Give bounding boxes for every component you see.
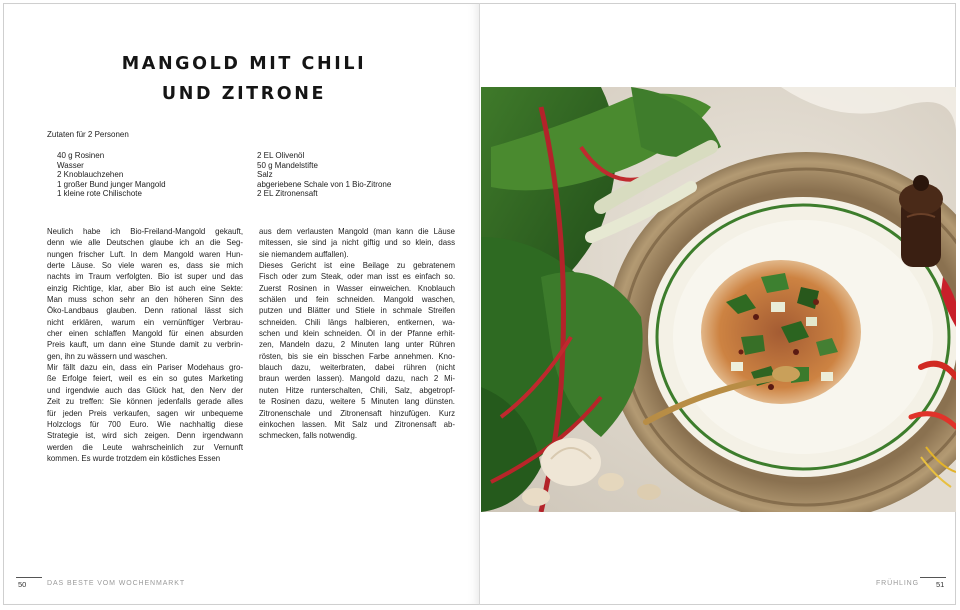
- ingredient-item: 2 EL Zitronensaft: [257, 189, 318, 199]
- body-text-line: Man muss schon sehr an den höheren Sinn des: [47, 295, 243, 305]
- body-text-line: zen, Mandeln dazu, 2 Minuten lang unter Rühren: [259, 340, 455, 350]
- dish-photo: [481, 87, 956, 512]
- body-text-line: Zitronenschale und Zitronensaft hinzufügen. Kurz: [259, 408, 455, 418]
- body-text-line: ße Erfolge feiert, weil es ein so gutes Marketing: [47, 374, 243, 384]
- body-text-line: kommen. Es wurde trotzdem ein köstliches Essen: [47, 453, 221, 463]
- body-text-line: nuten Hitze runterschalten, Chili, Salz, abgetropf-: [259, 385, 455, 395]
- page-number-left: 50: [18, 580, 27, 589]
- body-text-line: Dieses Gericht ist eine Beilage zu gebratenem: [259, 261, 455, 271]
- body-text-line: putzen und Blätter und Stiele in schmale Streifen: [259, 306, 455, 316]
- body-text-line: für jeden Preis verkaufen, sagen wir unbequeme: [47, 408, 243, 418]
- ingredient-item: 50 g Mandelstifte: [257, 160, 318, 170]
- body-text-line: rösten, bis sie ein bisschen Farbe annehmen. Kno-: [259, 351, 455, 361]
- ingredient-item: Wasser: [57, 160, 84, 170]
- body-text-line: aus dem verlausten Mangold (man kann die Läuse: [259, 227, 455, 236]
- body-text-line: cher einen schlaffen Mangold für einen absurden: [47, 329, 243, 339]
- body-text-line: nungen frischer Luft. In dem Mangold waren Hun-: [47, 249, 243, 259]
- footer-rule-right: [920, 577, 946, 578]
- body-text-line: nachts im Traum verfolgten. Bio ist super und das: [47, 272, 243, 282]
- body-text-line: werden die Leute wahrscheinlich zur Vernunft: [47, 442, 243, 452]
- body-text-line: Fisch oder zum Steak, oder man isst es einfach so.: [259, 272, 455, 282]
- body-text-line: schneiden. Chili längs halbieren, entkernen, wa-: [259, 317, 455, 327]
- running-head-right: FRÜHLING: [876, 580, 919, 587]
- body-text-line: braun werden lassen). Mangold dazu, nach 2 Mi-: [259, 374, 455, 384]
- body-text-column-1: [47, 226, 243, 464]
- body-text-line: Holzclogs für 700 Euro. Wie nachhaltig diese: [47, 419, 243, 429]
- body-text-line: Zuerst Rosinen in Wasser einweichen. Knoblauch: [259, 283, 455, 293]
- body-text-line: schmecken, falls notwendig.: [259, 431, 358, 441]
- running-head-left: DAS BESTE VOM WOCHENMARKT: [47, 580, 186, 587]
- ingredient-item: 2 Knoblauchzehen: [57, 170, 124, 180]
- pepper-mill: [899, 175, 943, 267]
- recipe-title: [24, 49, 464, 109]
- body-text-line: Mir fällt dazu ein, dass ein Pariser Modehaus gro-: [47, 363, 243, 373]
- body-text-line: sie niemandem auffallen).: [259, 249, 349, 259]
- body-text-line: Neulich habe ich Bio-Freiland-Mangold gekauft,: [47, 227, 243, 236]
- body-text-line: Strategie ist, wird sich zeigen. Denn irgendwann: [47, 431, 243, 441]
- body-text-line: Zeit zu treffen: Sie können jedenfalls gerade alles: [47, 397, 243, 407]
- ingredients-column-2: [257, 151, 391, 199]
- ingredient-item: 40 g Rosinen: [57, 151, 105, 160]
- body-text-line: nicht erklären, warum ein vernünftiger Verbrau-: [47, 317, 243, 327]
- body-text-line: Öko-Landbaus glauben. Denn rational lässt sich: [47, 306, 243, 316]
- ingredient-item: 2 EL Olivenöl: [257, 151, 305, 160]
- ingredients-heading: Zutaten für 2 Personen: [47, 130, 129, 139]
- body-text-line: und irgendwie auch das Glück hat, den Nerv der: [47, 385, 243, 395]
- body-text-line: Preis kauft, um dann eine Stunde damit zu verbrin-: [47, 340, 243, 350]
- chard-dish-illustration: [481, 87, 956, 512]
- body-text-line: denn wie alle Deutschen glaube ich an die Seg-: [47, 238, 243, 248]
- title-line-1: MANGOLD MIT CHILI: [121, 54, 367, 74]
- body-text-line: schälen und fein schneiden. Mangold waschen,: [259, 295, 455, 305]
- body-text-line: derte Läuse. So viele waren es, dass sie mich: [47, 261, 243, 271]
- body-text-line: einkochen lassen. Mit Salz und Zitronensaft ab-: [259, 419, 455, 429]
- body-text-line: gen, ihn zu wässern und waschen.: [47, 351, 168, 361]
- body-text-line: einzig Richtige, klar, aber Bio ist auch eine Sekte:: [47, 283, 243, 293]
- title-line-2: UND ZITRONE: [161, 84, 327, 104]
- body-text-column-2: [259, 226, 455, 442]
- book-spread: [3, 3, 956, 605]
- body-text-line: blauch dazu, weiterbraten, dabei rühren (nicht: [259, 363, 455, 373]
- right-page: [479, 3, 956, 605]
- body-text-line: mitessen, sie sind ja nicht giftig und so klein, dass: [259, 238, 455, 248]
- body-text-line: te Rosinen dazu, weitere 5 Minuten lang dünsten.: [259, 397, 455, 407]
- ingredients-column-1: [57, 151, 166, 199]
- left-page: [3, 3, 479, 605]
- body-text-line: schen und klein schneiden. Öl in der Pfanne erhit-: [259, 329, 455, 339]
- ingredient-item: abgeriebene Schale von 1 Bio-Zitrone: [257, 179, 392, 189]
- footer-rule-left: [16, 577, 42, 578]
- ingredient-item: Salz: [257, 170, 273, 180]
- ingredient-item: 1 großer Bund junger Mangold: [57, 179, 166, 189]
- page-number-right: 51: [936, 580, 945, 589]
- ingredient-item: 1 kleine rote Chilischote: [57, 189, 142, 199]
